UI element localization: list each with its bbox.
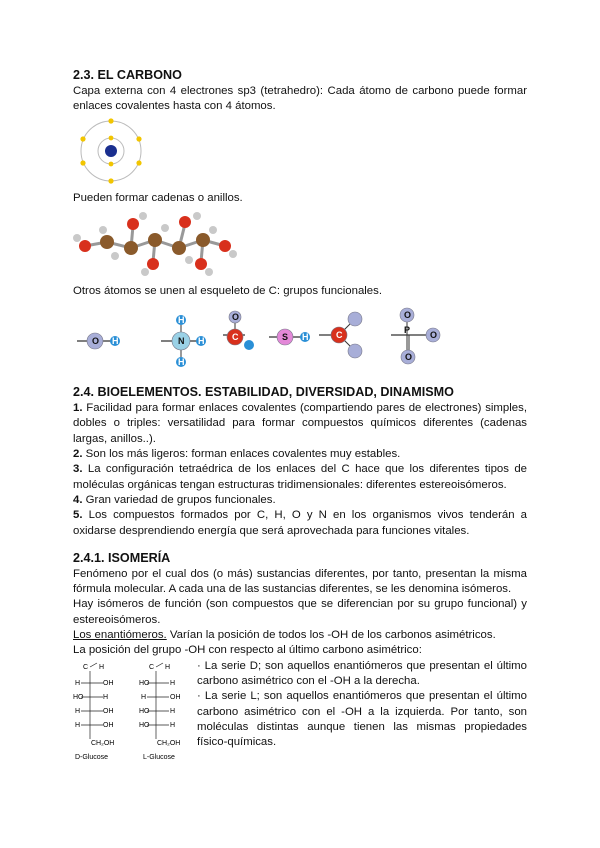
bio-item: 5. Los compuestos formados por C, H, O y N en los organismos vivos tenderán a oxidarse desprendiendo energía que será aprovechada para funciones vitales. — [73, 509, 527, 537]
sulfhydryl-s: S — [282, 332, 289, 343]
atom-hydrogen — [141, 268, 149, 276]
electron — [80, 136, 85, 141]
section-bioelementos — [73, 383, 527, 539]
nucleus — [105, 145, 117, 157]
carbonyl-group — [223, 311, 254, 350]
hydroxyl-group — [77, 333, 120, 349]
atom-oxygen — [219, 240, 231, 252]
atom-hydrogen — [209, 226, 217, 234]
svg-text:HO: HO — [139, 707, 150, 715]
fischer-projections — [73, 659, 195, 763]
atom-hydrogen — [193, 212, 201, 220]
atom-oxygen — [147, 258, 159, 270]
carbon-chain-model — [73, 210, 273, 276]
section-title-carbono: 2.3. EL CARBONO — [73, 68, 182, 82]
electron — [109, 135, 114, 140]
phosphate-o3: O — [405, 352, 413, 363]
svg-text:HO: HO — [73, 693, 84, 701]
atom-carbon — [172, 241, 186, 255]
section-title-bioelementos: 2.4. BIOELEMENTOS. ESTABILIDAD, DIVERSIDAD, DINAMISMO — [73, 385, 454, 400]
atom-hydrogen — [185, 256, 193, 264]
carbono-intro: Capa externa con 4 electrones sp3 (tetrahedro): Cada átomo de carbono puede formar enlaces covalentes hasta con 4 átomos. — [73, 85, 527, 113]
svg-text:OH: OH — [170, 693, 181, 701]
svg-text:CH₂OH: CH₂OH — [157, 739, 181, 747]
amino-h2: H — [198, 336, 205, 347]
hydroxyl-o: O — [92, 336, 100, 347]
d-glucose-label: D-Glucose — [75, 753, 109, 761]
amino-h1: H — [178, 315, 185, 326]
isomer-figure-row — [73, 659, 527, 763]
atom-hydrogen — [205, 268, 213, 276]
electron — [109, 161, 114, 166]
electron — [136, 160, 141, 165]
section-carbono — [73, 66, 527, 373]
carbonyl-c: C — [232, 332, 239, 343]
svg-text:H: H — [75, 679, 81, 687]
svg-text:H: H — [75, 707, 81, 715]
atom-carbon — [196, 233, 210, 247]
atom-hydrogen — [111, 252, 119, 260]
hydroxyl-h: H — [112, 336, 119, 347]
atom-oxygen — [195, 258, 207, 270]
carboxyl-group — [319, 312, 362, 358]
svg-text:CH₂OH: CH₂OH — [91, 739, 115, 747]
svg-text:H: H — [75, 721, 81, 729]
l-glucose-label: L-Glucose — [143, 753, 175, 761]
svg-text:OH: OH — [103, 707, 114, 715]
posicion-line: La posición del grupo -OH con respecto al último carbono asimétrico: — [73, 644, 422, 657]
cadenas-text: Pueden formar cadenas o anillos. — [73, 191, 243, 204]
atom-hydrogen — [139, 212, 147, 220]
svg-text:C: C — [336, 330, 343, 341]
sulfhydryl-group — [269, 329, 310, 345]
amino-n: N — [178, 336, 185, 347]
section-isomeria — [73, 549, 527, 763]
svg-text:OH: OH — [103, 679, 114, 687]
svg-text:HO: HO — [139, 679, 150, 687]
atom-oxygen — [127, 218, 139, 230]
phosphate-p: P — [404, 325, 411, 336]
functional-groups-diagram — [73, 307, 527, 373]
document-page — [73, 66, 527, 763]
bio-item: 2. Son los más ligeros: forman enlaces covalentes muy estables. — [73, 448, 401, 461]
carbon-atom-diagram — [73, 117, 153, 187]
electron — [108, 118, 113, 123]
svg-text:OH: OH — [103, 721, 114, 729]
atom-hydrogen — [99, 226, 107, 234]
bio-item: 1. Facilidad para formar enlaces covalentes (compartiendo pares de electrones) simples, dobles o triples: versatilidad para formar compuestos químicos diferentes (cadenas largas, anillos..). — [73, 402, 527, 445]
svg-text:H: H — [170, 721, 176, 729]
atom-oxygen — [179, 216, 191, 228]
section-title-isomeria: 2.4.1. ISOMERÍA — [73, 550, 171, 565]
svg-text:H: H — [99, 663, 105, 671]
atom-oxygen — [79, 240, 91, 252]
svg-text:HO: HO — [139, 721, 150, 729]
svg-text:H: H — [103, 693, 109, 701]
svg-text:H: H — [141, 693, 147, 701]
l-glucose — [139, 663, 181, 761]
bio-item: 4. Gran variedad de grupos funcionales. — [73, 493, 276, 506]
svg-text:H: H — [165, 663, 171, 671]
otros-text: Otros átomos se unen al esqueleto de C: grupos funcionales. — [73, 284, 382, 297]
isomeria-p1: Fenómeno por el cual dos (o más) sustancias diferentes, por tanto, presentan la misma fórmula molecular. A cada una de las sustancias diferentes, se les denomina isómeros. — [73, 567, 527, 596]
atom-carbon — [124, 241, 138, 255]
svg-text:C: C — [149, 663, 155, 671]
atom-hydrogen — [161, 224, 169, 232]
enantiomeros-label: Los enantiómeros. — [73, 629, 167, 642]
phosphate-o1: O — [404, 310, 412, 321]
sulfhydryl-h: H — [302, 332, 309, 343]
amino-group — [161, 315, 206, 367]
carbonyl-o: O — [232, 312, 240, 323]
phosphate-group — [391, 308, 440, 364]
electron — [108, 178, 113, 183]
series-descriptions — [197, 659, 527, 751]
atom-carbon — [148, 233, 162, 247]
atom-hydrogen — [73, 234, 81, 242]
amino-h3: H — [178, 357, 185, 368]
isomeria-p2: Hay isómeros de función (son compuestos que se diferencian por su grupo funcional) y estereoisómeros. — [73, 598, 527, 626]
svg-text:C: C — [83, 663, 89, 671]
electron — [136, 136, 141, 141]
d-glucose — [73, 663, 114, 761]
svg-text:H: H — [170, 679, 176, 687]
enantiomeros-line: Los enantiómeros. Varían la posición de todos los -OH de los carbonos asimétricos. — [73, 629, 496, 642]
svg-text:H: H — [170, 707, 176, 715]
electron — [80, 160, 85, 165]
atom-hydrogen — [229, 250, 237, 258]
serie-d-text: · La serie D; son aquellos enantiómeros que presentan el último carbono asimétrico con el -OH a la derecha. — [197, 659, 527, 687]
atom-carbon — [100, 235, 114, 249]
phosphate-o2: O — [430, 330, 438, 341]
bio-item: 3. La configuración tetraédrica de los enlaces del C hace que los diferentes tipos de moléculas orgánicas tengan estructuras tridimensionales: diferentes estereoisómeros. — [73, 463, 527, 491]
serie-l-text: · La serie L; son aquellos enantiómeros que presentan el último carbono asimétrico con el -OH a la izquierda. Por tanto, son moléculas distintas aunque tienen las mismas propiedades físico-químicas. — [197, 690, 527, 749]
